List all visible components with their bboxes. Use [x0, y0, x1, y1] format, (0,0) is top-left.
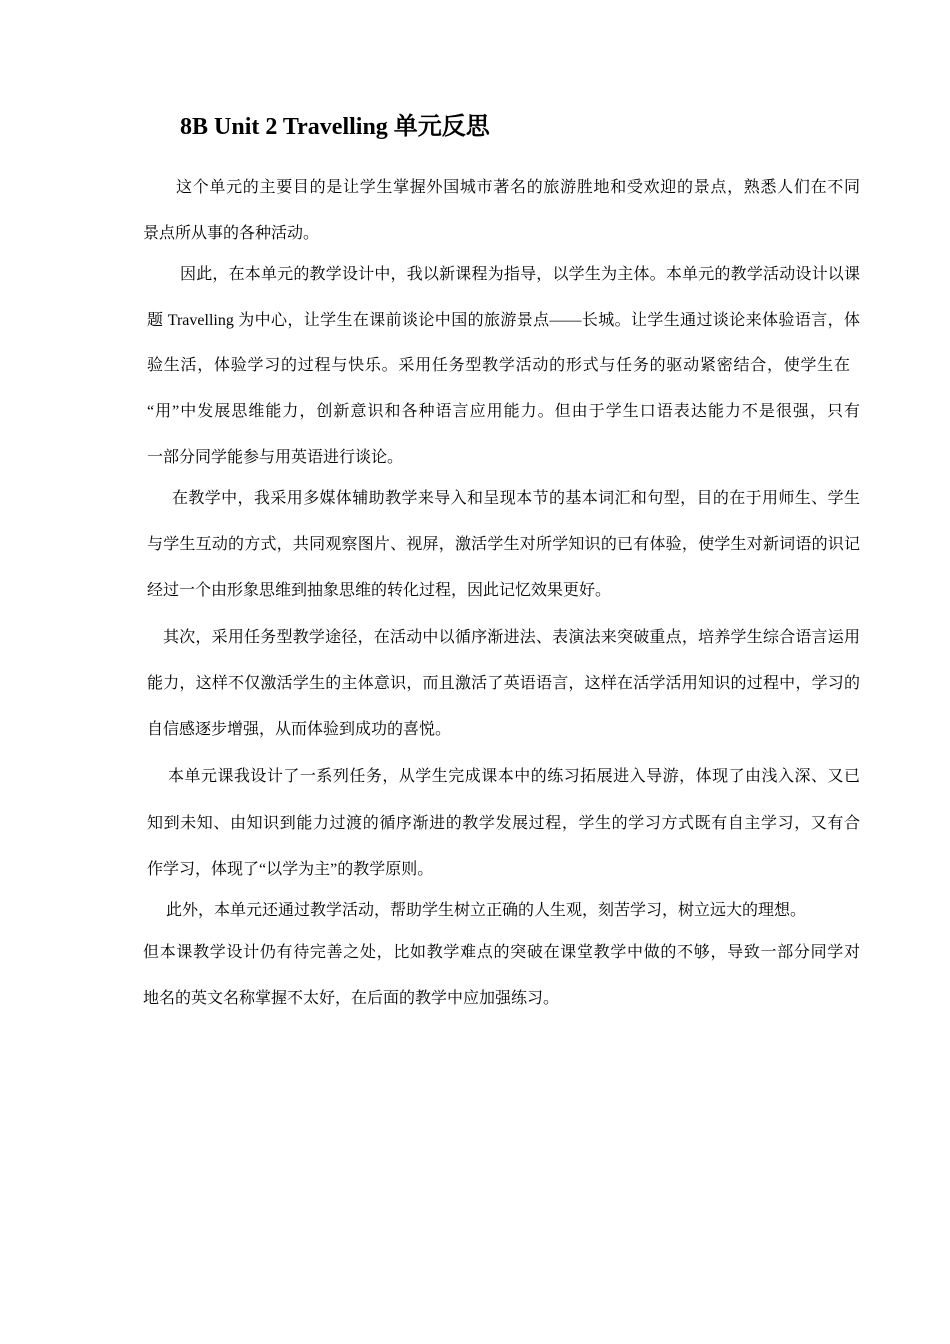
paragraph-5-line-1: 本单元课我设计了一系列任务，从学生完成课本中的练习拓展进入导游，体现了由浅入深、又已 [168, 768, 860, 785]
paragraph-5-line-3: 作学习，体现了“以学为主”的教学原则。 [147, 861, 434, 878]
paragraph-4-line-1: 其次，采用任务型教学途径，在活动中以循序渐进法、表演法来突破重点，培养学生综合语言运用 [163, 629, 860, 646]
paragraph-2-line-5: 一部分同学能参与用英语进行谈论。 [147, 449, 404, 466]
paragraph-6-line-3: 地名的英文名称掌握不太好，在后面的教学中应加强练习。 [143, 990, 560, 1007]
paragraph-2-line-4: “用”中发展思维能力，创新意识和各种语言应用能力。但由于学生口语表达能力不是很强，只有 [147, 403, 860, 420]
paragraph-1-line-1: 这个单元的主要目的是让学生掌握外国城市著名的旅游胜地和受欢迎的景点，熟悉人们在不同 [176, 179, 860, 196]
paragraph-3-line-2: 与学生互动的方式，共同观察图片、视屏，激活学生对所学知识的已有体验，使学生对新词语的识记 [147, 536, 860, 553]
paragraph-1-line-2: 景点所从事的各种活动。 [143, 225, 320, 242]
paragraph-2-line-2: 题 Travelling 为中心，让学生在课前谈论中国的旅游景点——长城。让学生通过谈论来体验语言，体 [147, 312, 860, 329]
document-title: 8B Unit 2 Travelling 单元反思 [180, 114, 490, 140]
paragraph-6-line-2: 但本课教学设计仍有待完善之处，比如教学难点的突破在课堂教学中做的不够，导致一部分同学对 [143, 944, 860, 961]
paragraph-4-line-3: 自信感逐步增强，从而体验到成功的喜悦。 [147, 721, 452, 738]
paragraph-4-line-2: 能力，这样不仅激活学生的主体意识，而且激活了英语语言，这样在活学活用知识的过程中，学习的 [147, 675, 860, 692]
paragraph-3-line-3: 经过一个由形象思维到抽象思维的转化过程，因此记忆效果更好。 [147, 582, 612, 599]
paragraph-2-line-3: 验生活，体验学习的过程与快乐。采用任务型教学活动的形式与任务的驱动紧密结合，使学生在 [147, 357, 850, 374]
paragraph-2-line-1: 因此，在本单元的教学设计中，我以新课程为指导，以学生为主体。本单元的教学活动设计以课 [180, 266, 860, 283]
paragraph-5-line-2: 知到未知、由知识到能力过渡的循序渐进的教学发展过程，学生的学习方式既有自主学习，又有合 [147, 815, 860, 832]
paragraph-3-line-1: 在教学中，我采用多媒体辅助教学来导入和呈现本节的基本词汇和句型，目的在于用师生、学生 [172, 490, 860, 507]
paragraph-6-line-1: 此外，本单元还通过教学活动，帮助学生树立正确的人生观，刻苦学习，树立远大的理想。 [166, 902, 807, 919]
